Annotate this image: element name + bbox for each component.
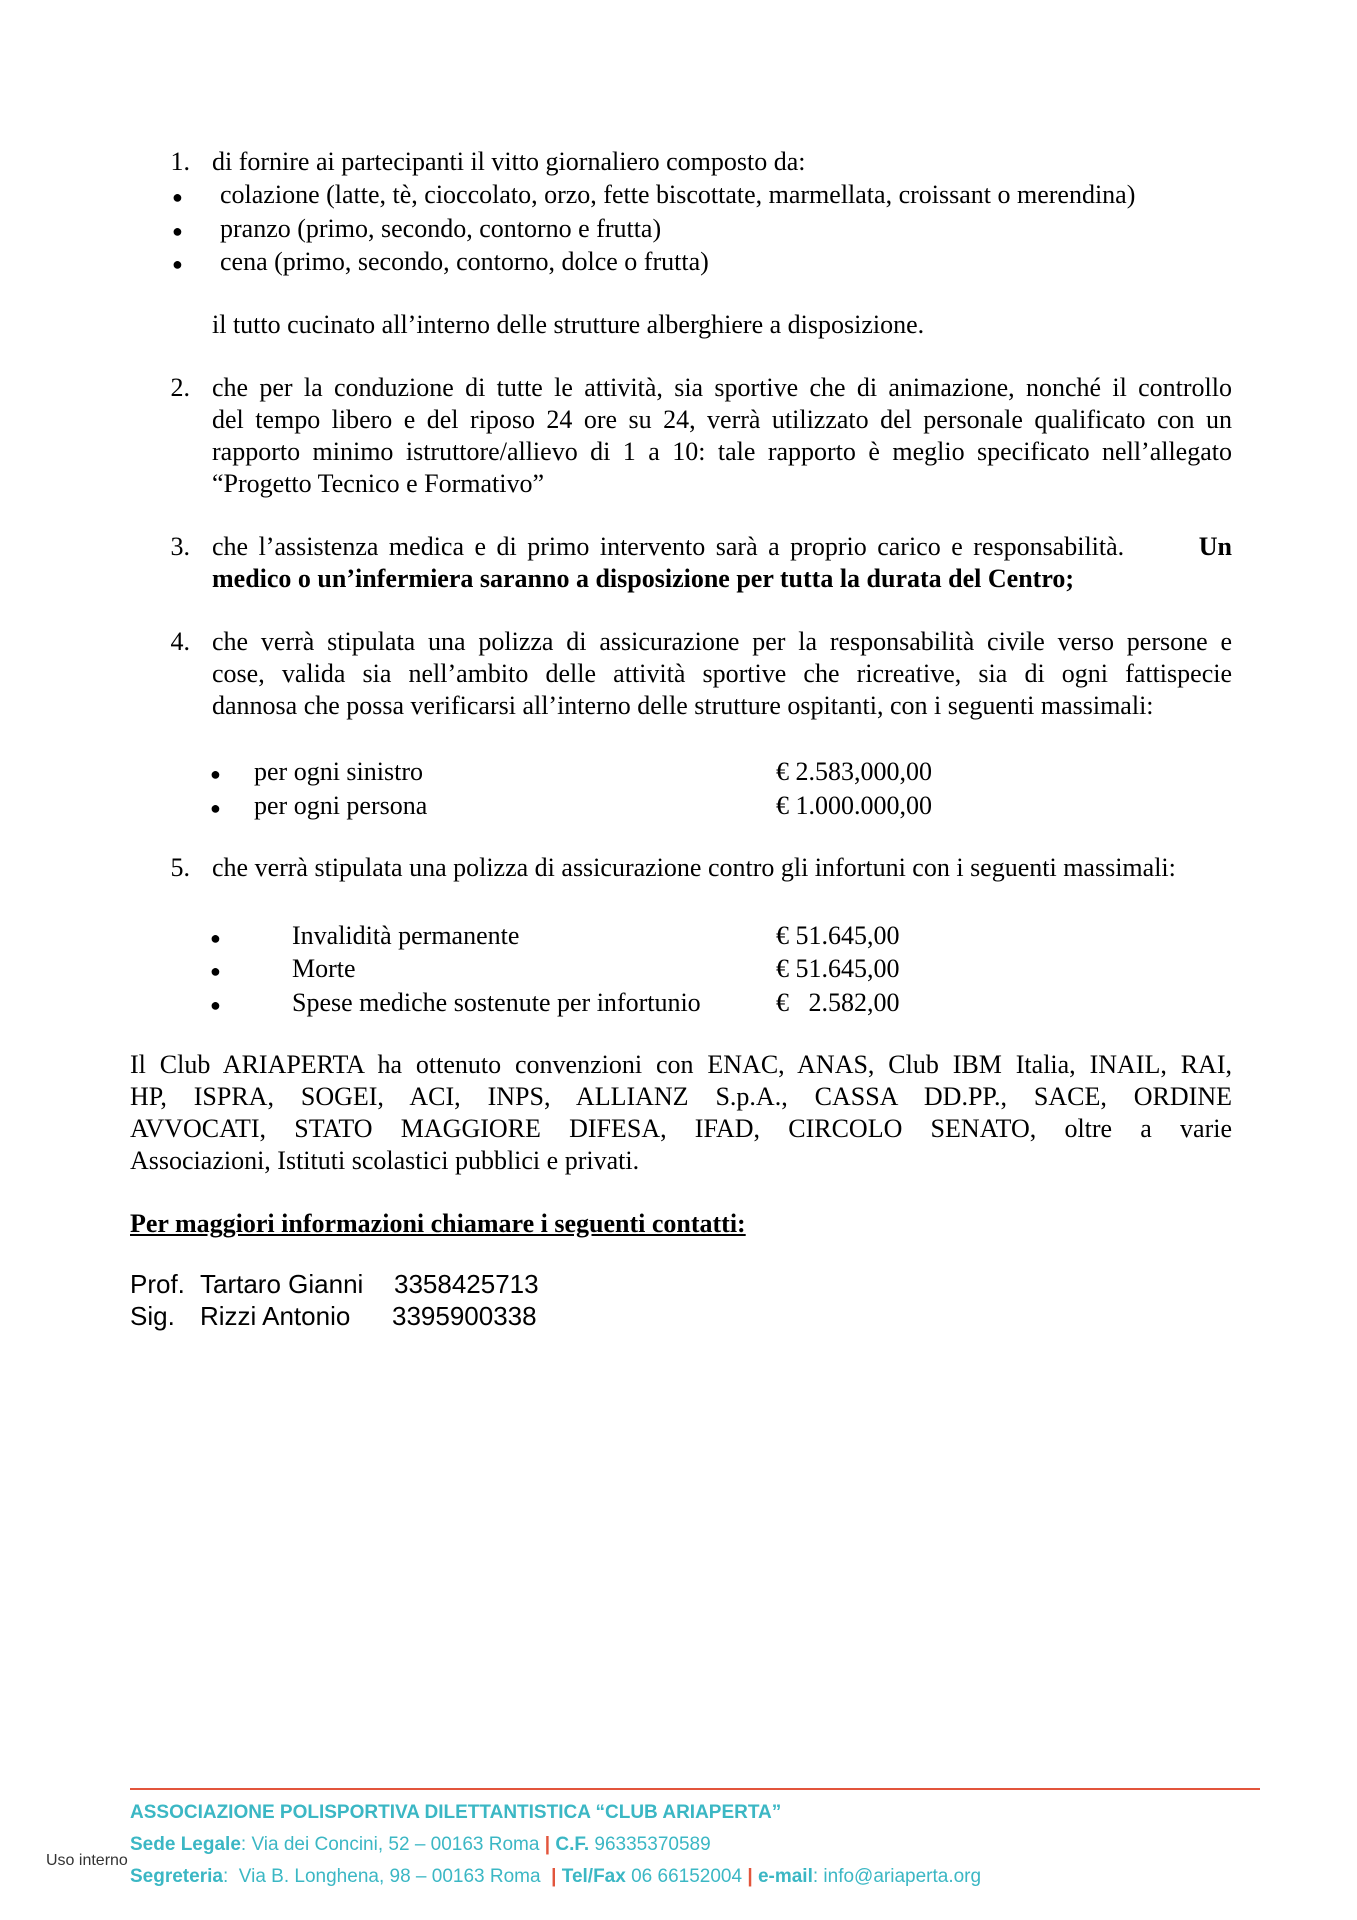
footer-segreteria-value: : Via B. Longhena, 98 – 00163 Roma [222, 1866, 541, 1887]
bullet: ● [172, 254, 183, 274]
item-3-regular-text: che l’assistenza medica e di primo intervento sarà a proprio carico e responsabilità. [212, 532, 1125, 561]
club-line-4: Associazioni, Istituti scolastici pubblici e privati. [130, 1146, 640, 1175]
limit-value: € 2.583,000,00 [776, 757, 932, 786]
bullet: ● [210, 961, 221, 981]
limit-value: € 51.645,00 [776, 954, 900, 983]
footer-sede-label: Sede Legale [130, 1834, 241, 1855]
item-5-text: che verrà stipulata una polizza di assicurazione contro gli infortuni con i seguenti massimali: [212, 853, 1176, 882]
item-2-line-3: rapporto minimo istruttore/allievo di 1 a 10: tale rapporto è meglio specificato nell’allegato [212, 437, 1232, 466]
contact-phone: 3395900338 [392, 1301, 537, 1331]
contact-name: Tartaro Gianni [200, 1269, 364, 1299]
contact-row [130, 1300, 537, 1332]
item-3-bold-text: medico o un’infermiera saranno a disposizione per tutta la durata del Centro; [212, 564, 1075, 593]
bullet: ● [172, 221, 183, 241]
limit-label: per ogni sinistro [254, 757, 423, 786]
footer-segreteria-label: Segreteria [130, 1866, 223, 1887]
bullet: ● [210, 995, 221, 1015]
footer-cf-label: C.F. [555, 1834, 590, 1855]
club-line-2: HP, ISPRA, SOGEI, ACI, INPS, ALLIANZ S.p.A., CASSA DD.PP., SACE, ORDINE [130, 1082, 1232, 1111]
item-2-line-1: che per la conduzione di tutte le attività, sia sportive che di animazione, nonché il controllo [212, 373, 1232, 402]
limit-value: € 1.000.000,00 [776, 791, 932, 820]
item-1-note: il tutto cucinato all’interno delle strutture alberghiere a disposizione. [212, 310, 925, 339]
item-4-line-1: che verrà stipulata una polizza di assicurazione per la responsabilità civile verso persone e [212, 627, 1232, 656]
footer-separator: | [551, 1866, 557, 1887]
footer-tel-label: Tel/Fax [561, 1866, 626, 1887]
club-line-3: AVVOCATI, STATO MAGGIORE DIFESA, IFAD, CIRCOLO SENATO, oltre a varie [130, 1114, 1232, 1143]
limit-label: Morte [292, 954, 356, 983]
contact-name: Rizzi Antonio [200, 1301, 351, 1331]
footer-separator: | [747, 1866, 753, 1887]
footer-email-label: e-mail [757, 1866, 813, 1887]
footer-rule [130, 1788, 1260, 1790]
item-3-number: 3. [170, 532, 190, 561]
meal-pranzo: pranzo (primo, secondo, contorno e frutta) [220, 214, 662, 243]
item-3-bold-start: Un [1198, 532, 1232, 561]
limit-label: Spese mediche sostenute per infortunio [292, 988, 701, 1017]
item-1-text: di fornire ai partecipanti il vitto giornaliero composto da: [212, 147, 806, 176]
footer-cf-value: 96335370589 [589, 1834, 711, 1855]
footer-association: ASSOCIAZIONE POLISPORTIVA DILETTANTISTICA “CLUB ARIAPERTA” [130, 1802, 782, 1823]
item-5-number: 5. [170, 853, 190, 882]
bullet: ● [210, 764, 221, 784]
contacts-heading: Per maggiori informazioni chiamare i seguenti contatti: [130, 1209, 746, 1238]
item-1-number: 1. [170, 147, 190, 176]
meal-cena: cena (primo, secondo, contorno, dolce o frutta) [220, 247, 709, 276]
contact-title: Prof. [130, 1269, 185, 1299]
contact-title: Sig. [130, 1301, 175, 1331]
internal-use-label: Uso interno [46, 1852, 128, 1869]
footer-tel-value: 06 66152004 [625, 1866, 743, 1887]
item-4-number: 4. [170, 627, 190, 656]
item-3-line-1 [212, 531, 1232, 563]
footer-email-value: : info@ariaperta.org [812, 1866, 982, 1887]
club-line-1: Il Club ARIAPERTA ha ottenuto convenzioni con ENAC, ANAS, Club IBM Italia, INAIL, RAI, [130, 1050, 1232, 1079]
limit-value: € 2.582,00 [776, 988, 900, 1017]
bullet: ● [210, 798, 221, 818]
item-4-line-3: dannosa che possa verificarsi all’interno delle strutture ospitanti, con i seguenti massimali: [212, 691, 1154, 720]
footer-segreteria [130, 1861, 981, 1893]
meal-colazione: colazione (latte, tè, cioccolato, orzo, fette biscottate, marmellata, croissant o merendina) [220, 180, 1136, 209]
limit-label: per ogni persona [254, 791, 428, 820]
bullet: ● [210, 928, 221, 948]
bullet: ● [172, 187, 183, 207]
item-4-line-2: cose, valida sia nell’ambito delle attività sportive che ricreative, sia di ogni fattispecie [212, 659, 1232, 688]
footer-separator: | [544, 1834, 551, 1855]
limit-value: € 51.645,00 [776, 921, 900, 950]
item-2-number: 2. [170, 373, 190, 402]
limit-label: Invalidità permanente [292, 921, 520, 950]
contact-row [130, 1268, 539, 1300]
contact-phone: 3358425713 [394, 1269, 539, 1299]
footer-sede-value: : Via dei Concini, 52 – 00163 Roma [240, 1834, 540, 1855]
item-2-line-2: del tempo libero e del riposo 24 ore su 24, verrà utilizzato del personale qualificato con un [212, 405, 1232, 434]
item-2-line-4: “Progetto Tecnico e Formativo” [212, 469, 544, 498]
footer-sede [130, 1829, 711, 1861]
